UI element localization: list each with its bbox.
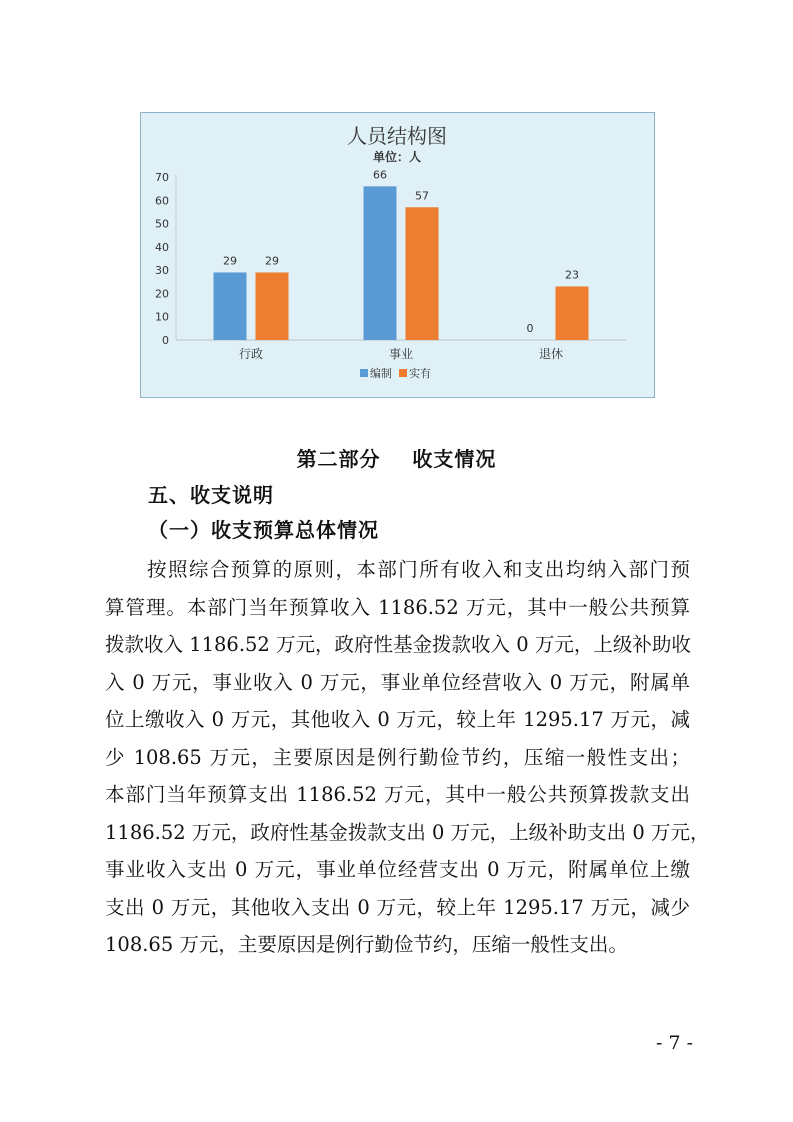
y-tick-label: 50 [155, 217, 169, 231]
personnel-structure-chart [140, 112, 655, 398]
paragraph-line: 拨款收入 1186.52 万元，政府性基金拨款收入 0 万元，上级补助收 [105, 633, 691, 656]
paragraph-line: 按照综合预算的原则，本部门所有收入和支出均纳入部门预 [147, 558, 690, 581]
part-heading: 第二部分 收支情况 [296, 447, 497, 471]
bar-establishment [214, 272, 247, 340]
paragraph-line: 1186.52 万元，政府性基金拨款支出 0 万元，上级补助支出 0 万元， [105, 820, 710, 844]
x-tick-label: 退休 [538, 347, 564, 361]
budget-paragraph [105, 551, 710, 964]
y-tick-label: 10 [155, 310, 169, 324]
sub-heading: （一）收支预算总体情况 [148, 518, 379, 542]
data-label: 29 [223, 254, 237, 268]
y-tick-label: 30 [155, 264, 169, 278]
section-heading: 五、收支说明 [148, 483, 274, 507]
data-label: 0 [526, 322, 534, 335]
bars-group [214, 168, 589, 340]
paragraph-line: 算管理。本部门当年预算收入 1186.52 万元，其中一般公共预算 [105, 595, 690, 619]
data-label: 66 [373, 168, 387, 182]
paragraph-line: 入 0 万元，事业收入 0 万元，事业单位经营收入 0 万元，附属单 [105, 670, 690, 694]
bar-establishment [364, 186, 397, 340]
chart-title: 人员结构图 [347, 124, 447, 148]
y-tick-label: 40 [155, 240, 169, 254]
legend-swatch [399, 369, 407, 377]
y-tick-label: 60 [155, 194, 169, 208]
paragraph-line: 108.65 万元，主要原因是例行勤俭节约，压缩一般性支出。 [105, 933, 628, 956]
y-tick-label: 20 [155, 287, 169, 301]
paragraph-line: 少 108.65 万元，主要原因是例行勤俭节约，压缩一般性支出； [105, 745, 690, 769]
legend-swatch [360, 369, 368, 377]
bar-actual [556, 286, 589, 340]
paragraph-line: 事业收入支出 0 万元，事业单位经营支出 0 万元，附属单位上缴 [105, 858, 690, 881]
paragraph-line: 支出 0 万元，其他收入支出 0 万元，较上年 1295.17 万元，减少 [105, 895, 690, 919]
data-label: 29 [265, 254, 279, 268]
data-label: 57 [415, 189, 429, 203]
bar-chart-svg [141, 113, 654, 397]
paragraph-line: 位上缴收入 0 万元，其他收入 0 万元，较上年 1295.17 万元，减 [105, 708, 690, 731]
page-number: - 7 - [655, 1032, 693, 1054]
legend-label: 编制 [370, 367, 392, 380]
chart-legend [360, 366, 431, 380]
x-axis-labels [239, 346, 563, 361]
x-tick-label: 事业 [388, 347, 414, 361]
x-tick-label: 行政 [238, 347, 264, 361]
legend-label: 实有 [409, 367, 431, 380]
bar-actual [406, 207, 439, 340]
bar-actual [256, 272, 289, 340]
y-tick-label: 0 [162, 334, 169, 347]
paragraph-line: 本部门当年预算支出 1186.52 万元，其中一般公共预算拨款支出 [105, 783, 690, 806]
data-label: 23 [565, 268, 579, 282]
chart-subtitle: 单位：人 [372, 150, 422, 164]
y-axis-ticks [155, 171, 169, 347]
y-tick-label: 70 [155, 171, 169, 184]
